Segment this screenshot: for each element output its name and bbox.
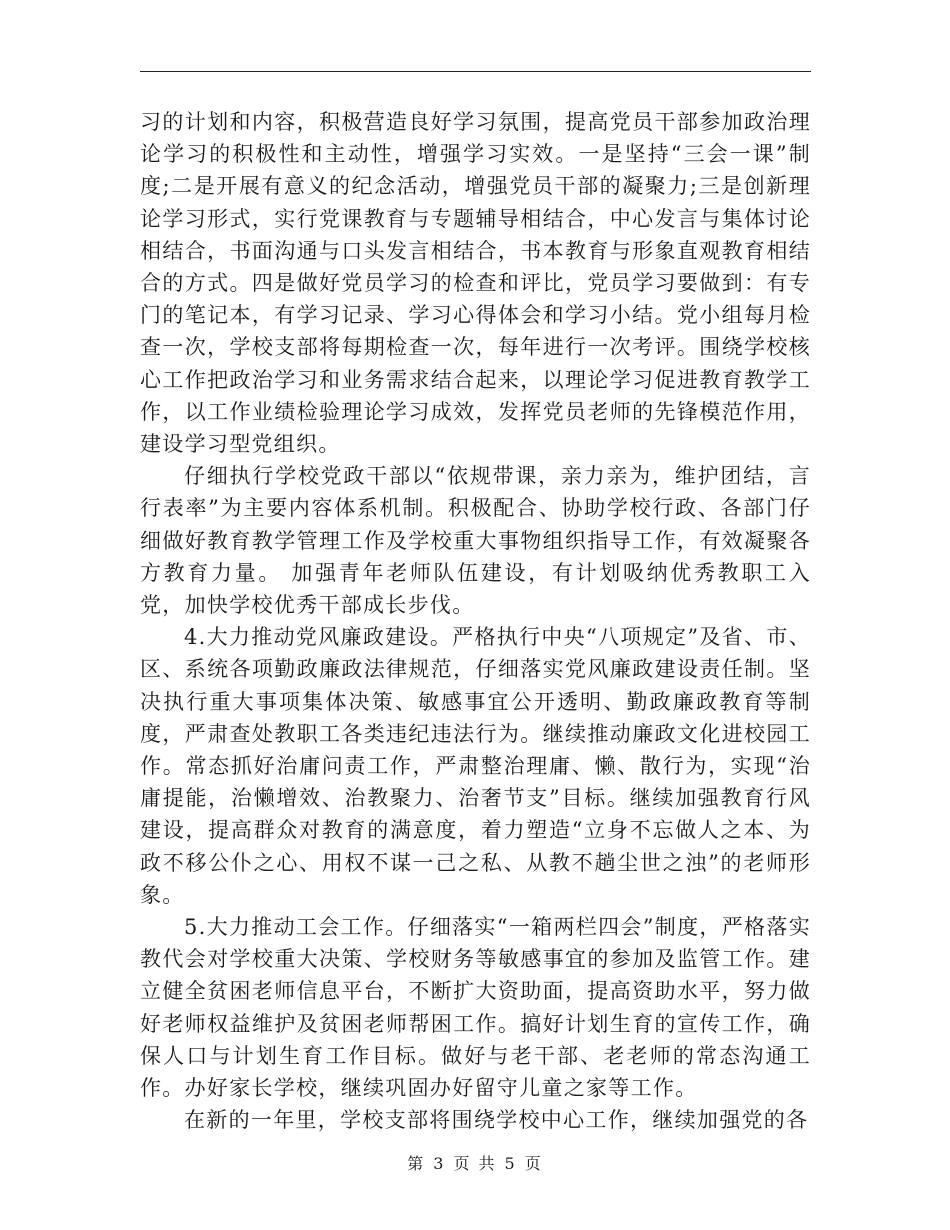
header-rule xyxy=(140,71,811,72)
paragraph-2: 仔细执行学校党政干部以“依规带课，亲力亲为，维护团结，言行表率”为主要内容体系机制。积极配合、协助学校行政、各部门仔细做好教育教学管理工作及学校重大事物组织指导工作，有效凝聚各方教育力量。 加强青年老师队伍建设，有计划吸纳优秀教职工入党，加快学校优秀干部成长步伐。 xyxy=(140,464,811,618)
page-label-prefix: 第 xyxy=(407,1154,426,1173)
document-body xyxy=(140,106,811,1137)
paragraph-4: 5.大力推动工会工作。仔细落实“一箱两栏四会”制度，严格落实教代会对学校重大决策、学校财务等敏感事宜的参加及监管工作。建立健全贫困老师信息平台，不断扩大资助面，提高资助水平，努力做好老师权益维护及贫困老师帮困工作。搞好计划生育的宣传工作，确保人口与计划生育工作目标。做好与老干部、老老师的常态沟通工作。办好家长学校，继续巩固办好留守儿童之家等工作。 xyxy=(140,915,811,1101)
page-footer xyxy=(0,1154,950,1174)
paragraph-3: 4.大力推动党风廉政建设。严格执行中央“八项规定”及省、市、区、系统各项勤政廉政法律规范，仔细落实党风廉政建设责任制。坚决执行重大事项集体决策、敏感事宜公开透明、勤政廉政教育等制度，严肃查处教职工各类违纪违法行为。继续推动廉政文化进校园工作。常态抓好治庸问责工作，严肃整治理庸、懒、散行为，实现“治庸提能，治懒增效、治教聚力、治奢节支”目标。继续加强教育行风建设，提高群众对教育的满意度，着力塑造“立身不忘做人之本、为政不移公仆之心、用权不谋一己之私、从教不趟尘世之浊”的老师形象。 xyxy=(140,625,811,907)
page-label-suffix: 页 xyxy=(524,1154,543,1173)
paragraph-1: 习的计划和内容，积极营造良好学习氛围，提高党员干部参加政治理论学习的积极性和主动性，增强学习实效。一是坚持“三会一课”制度;二是开展有意义的纪念活动，增强党员干部的凝聚力;三是创新理论学习形式，实行党课教育与专题辅导相结合，中心发言与集体讨论相结合，书面沟通与口头发言相结合，书本教育与形象直观教育相结合的方式。四是做好党员学习的检查和评比，党员学习要做到：有专门的笔记本，有学习记录、学习心得体会和学习小结。党小组每月检查一次，学校支部将每期检查一次，每年进行一次考评。围绕学校核心工作把政治学习和业务需求结合起来，以理论学习促进教育教学工作，以工作业绩检验理论学习成效，发挥党员老师的先锋模范作用，建设学习型党组织。 xyxy=(140,110,811,457)
page-number-total: 5 xyxy=(504,1154,517,1173)
page-number-current: 3 xyxy=(433,1154,446,1173)
page-label-middle: 页 共 xyxy=(453,1154,497,1173)
paragraph-5: 在新的一年里，学校支部将围绕学校中心工作，继续加强党的各 xyxy=(184,1108,809,1133)
